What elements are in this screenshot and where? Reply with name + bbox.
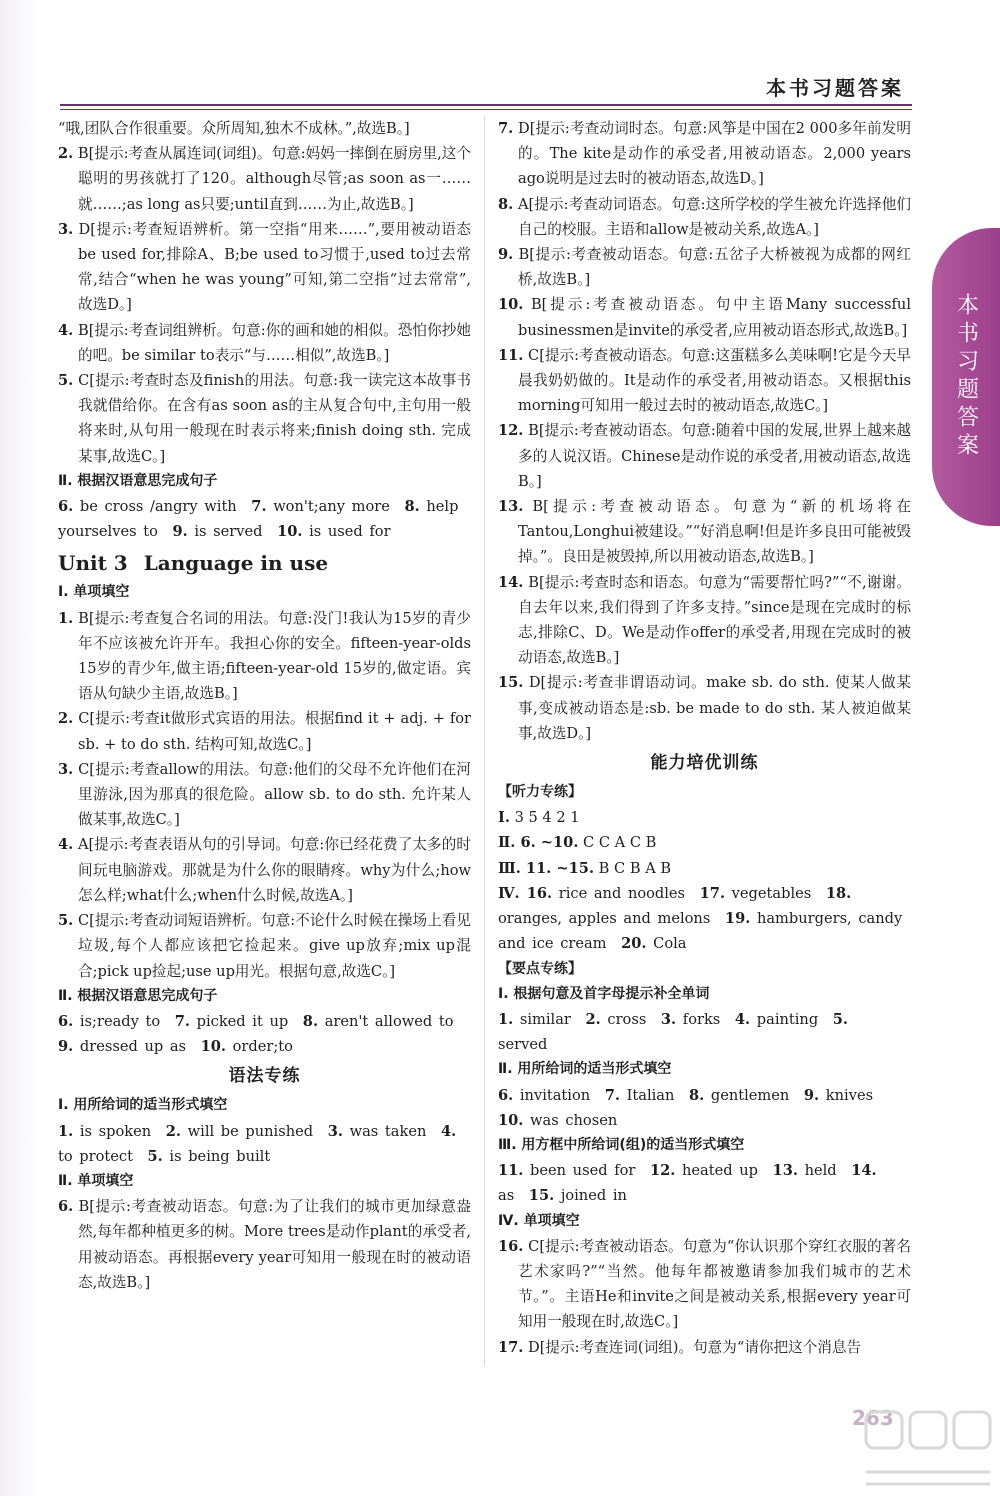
answer-number: 13. xyxy=(498,498,524,516)
answer-number: 12. xyxy=(498,422,524,440)
answer-number: 1. xyxy=(498,1010,514,1028)
answer-text: B[提示:考查词组辨析。句意:你的画和她的相似。恐怕你抄她的吧。be similar to表示“与……相似”,故选B。] xyxy=(77,321,471,364)
answer-item xyxy=(58,832,471,908)
answer-text: dressed up as xyxy=(79,1038,187,1056)
answer-item xyxy=(498,570,911,671)
answer-number: 19. xyxy=(724,910,751,928)
grammar-practice-title: 语法专练 xyxy=(228,1066,301,1087)
answer-text: knives xyxy=(825,1086,874,1104)
answer-number: 2. xyxy=(58,145,74,163)
answer-number: 10. xyxy=(200,1038,226,1056)
answer-list xyxy=(498,1234,911,1360)
header-rule xyxy=(60,104,912,106)
answer-number: 11. xyxy=(498,1162,524,1180)
answer-number: 7. xyxy=(251,498,267,516)
fill-answer xyxy=(498,1011,571,1028)
answer-text: vegetables xyxy=(731,884,812,902)
answer-item xyxy=(498,1234,911,1335)
fill-answer xyxy=(58,1123,151,1140)
section-heading: Ⅱ. 单项填空 xyxy=(58,1172,134,1189)
answer-text: B[提示:考查被动语态。句意为“新的机场将在Tantou,Longhui被建设。”“好消息啊!但是许多良田可能被毁掉。”。良田是被毁掉,所以用被动语态,故选B。] xyxy=(518,498,911,566)
answer-text: painting xyxy=(756,1010,819,1028)
fill-answer xyxy=(58,1038,186,1055)
answer-text: A[提示:考查动词语态。句意:这所学校的学生被允许选择他们自己的校服。主语和allow是被动关系,故选A。] xyxy=(517,195,911,238)
answer-item xyxy=(498,242,911,292)
answer-text: invitation xyxy=(519,1086,591,1104)
key-points-heading: 【要点专练】 xyxy=(498,960,582,977)
answer-text: is served xyxy=(194,523,263,541)
answer-text: D[提示:考查动词时态。句意:风筝是中国在2 000多年前发明的。The kite是动作的承受者,用被动语态。2,000 years ago说明是过去时的被动语态,故选D。] xyxy=(518,120,912,188)
listening-line xyxy=(498,805,911,830)
answer-text: held xyxy=(804,1162,837,1180)
side-tab-label: 本书习题答案 xyxy=(953,293,979,461)
side-tab xyxy=(932,228,1000,526)
fill-answer xyxy=(689,1087,789,1104)
answer-item xyxy=(498,670,911,746)
answer-text: D[提示:考查短语辨析。第一空指“用来……”,要用被动语态be used for,排除A、B;be used to习惯于,used to过去常常,结合“when he was young”可知,第二空指“过去常常”,故选D。] xyxy=(78,220,472,314)
answer-text: been used for xyxy=(530,1162,636,1180)
answer-number: 4. xyxy=(734,1010,751,1028)
answer-item xyxy=(58,1194,471,1295)
answer-number: 17. xyxy=(498,1338,524,1356)
fill-answer xyxy=(650,1162,758,1179)
answer-text: similar xyxy=(519,1010,571,1028)
answer-number: Ⅱ. 6. ~10. xyxy=(498,834,579,852)
answer-text: C[提示:考查被动语态。句意:这蛋糕多么美味啊!它是今天早晨我奶奶做的。It是动作的承受者,用被动语态。又根据this morning可知用一般过去时的被动语态,故选C。] xyxy=(518,346,912,415)
answer-text: C[提示:考查动词短语辨析。句意:不论什么时候在操场上看见垃圾,每个人都应该把它捡起来。give up放弃;mix up混合;pick up捡起;use up用光。根据句意,故选C。] xyxy=(77,912,471,980)
answer-text: is;ready to xyxy=(79,1012,161,1030)
answer-text: 3 5 4 2 1 xyxy=(514,809,580,827)
answer-text: B[提示:考查被动语态。句中主语Many successful businessmen是invite的承受者,应用被动语态形式,故选B。] xyxy=(518,296,911,339)
fill-in-answers xyxy=(498,1007,911,1057)
answer-text: B[提示:考查从属连词(词组)。句意:妈妈一摔倒在厨房里,这个聪明的男孩就打了120。although尽管;as soon as一……就……;as long as只要;until直到……为止,故选B。] xyxy=(77,145,472,213)
answer-text: B[提示:考查时态和语态。句意为“需要帮忙吗?”“不,谢谢。自去年以来,我们得到了许多支持。”since是现在完成时的标志,排除C、D。We是动作offer的承受者,用现在完成时的被动语态,故选B。] xyxy=(518,573,912,667)
answer-text: A[提示:考查表语从句的引导词。句意:你已经花费了太多的时间玩电脑游戏。那就是为什么你的眼睛疼。why为什么;how怎么样;what什么;when什么时候,故选A。] xyxy=(77,836,471,904)
answer-text: B[提示:考查被动语态。句意:随着中国的发展,世界上越来越多的人说汉语。Chinese是动作说的承受者,用被动语态,故选B。] xyxy=(518,422,911,490)
running-header-title: 本书习题答案 xyxy=(766,76,904,100)
answer-number: 5. xyxy=(58,372,74,390)
answer-number: Ⅲ. 11. ~15. xyxy=(498,859,595,877)
answer-number: 2. xyxy=(165,1122,182,1140)
answer-number: 3. xyxy=(58,220,74,238)
answer-item xyxy=(58,606,471,707)
fill-answer xyxy=(661,1011,720,1028)
answer-number: Ⅳ. 16. xyxy=(498,884,553,902)
fill-answer xyxy=(498,885,685,902)
answer-number: 15. xyxy=(498,674,524,692)
answer-text: oranges, apples and melons xyxy=(498,910,711,928)
section-heading: Ⅱ. 用所给词的适当形式填空 xyxy=(498,1061,672,1078)
answer-text: Italian xyxy=(626,1086,675,1104)
answer-text: B[提示:考查被动语态。句意:五岔子大桥被视为成都的网红桥,故选B。] xyxy=(518,246,911,289)
answer-number: 17. xyxy=(699,884,726,902)
answer-number: 7. xyxy=(174,1012,190,1030)
fill-in-answers xyxy=(498,1158,911,1208)
answer-number: 9. xyxy=(803,1086,820,1104)
right-column xyxy=(498,116,911,1360)
answer-text: D[提示:考查非谓语动词。make sb. do sth. 使某人做某事,变成被动语态是:sb. be made to do sth. 某人被迫做某事,故选D。] xyxy=(518,674,911,742)
fill-answer xyxy=(166,1123,313,1140)
section-heading: Ⅱ. 根据汉语意思完成句子 xyxy=(58,472,218,489)
answer-number: 1. xyxy=(58,609,74,627)
answer-number: 3. xyxy=(327,1122,343,1140)
answer-text: C[提示:考查被动语态。句意为“你认识那个穿红衣服的著名艺术家吗?”“当然。他每年都被邀请参加我们城市的艺术节。”。主语He和invite之间是被动关系,根据every year可知用一般现在时,故选C。] xyxy=(518,1237,912,1331)
fill-answer xyxy=(172,523,262,540)
answer-item xyxy=(58,217,471,318)
fill-answer xyxy=(148,1148,271,1165)
answer-text: won't;any more xyxy=(273,498,390,516)
answer-number: Ⅰ. xyxy=(498,809,510,827)
answer-item xyxy=(58,318,471,368)
answer-text: is being built xyxy=(169,1147,271,1165)
answer-number: 10. xyxy=(498,296,524,314)
ability-training-title: 能力培优训练 xyxy=(650,753,759,774)
answer-text: hamburgers, candy and ice cream xyxy=(498,910,903,953)
watermark-logo xyxy=(852,1400,1000,1496)
fill-answer xyxy=(58,498,237,515)
answer-number: 8. xyxy=(302,1012,319,1030)
fill-in-answers xyxy=(498,1083,911,1133)
fill-in-answers xyxy=(58,494,471,544)
fill-answer xyxy=(605,1087,675,1104)
fill-answer xyxy=(700,885,812,902)
fill-answer xyxy=(621,935,686,952)
answer-item xyxy=(498,494,911,570)
section-heading: Ⅰ. 根据句意及首字母提示补全单词 xyxy=(498,985,710,1002)
answer-number: 14. xyxy=(851,1162,877,1180)
answer-number: 2. xyxy=(58,710,74,728)
answer-number: 5. xyxy=(58,912,74,930)
answer-number: 9. xyxy=(498,246,514,264)
answer-number: 4. xyxy=(58,321,74,339)
answer-text: gentlemen xyxy=(710,1086,790,1104)
answer-text: served xyxy=(498,1036,548,1054)
answer-text: B[提示:考查复合名词的用法。句意:没门!我认为15岁的青少年不应该被允许开车。我担心你的安全。fifteen-year-olds 15岁的青少年,做主语;fifteen-year-old 15岁的,做定语。宾语从句缺少主语,故选B。] xyxy=(78,609,471,703)
answer-list xyxy=(58,141,471,469)
section-heading: Ⅲ. 用方框中所给词(组)的适当形式填空 xyxy=(498,1136,745,1153)
fill-answer xyxy=(201,1038,293,1055)
answer-text: picked it up xyxy=(196,1012,289,1030)
fill-answer xyxy=(773,1162,837,1179)
answer-number: 2. xyxy=(585,1010,601,1028)
answer-item xyxy=(58,141,471,217)
fill-in-answers xyxy=(58,1009,471,1059)
fill-in-answers xyxy=(58,1119,471,1169)
answer-number: 6. xyxy=(58,1198,74,1216)
answer-number: 8. xyxy=(404,498,420,516)
answer-item xyxy=(58,757,471,833)
listening-answers xyxy=(498,805,911,881)
fill-answer xyxy=(58,1013,160,1030)
answer-number: 9. xyxy=(172,523,188,541)
answer-list xyxy=(498,116,911,746)
answer-number: 3. xyxy=(660,1010,677,1028)
answer-item xyxy=(58,706,471,756)
answer-number: 7. xyxy=(498,120,514,137)
answer-number: 9. xyxy=(58,1038,74,1056)
answer-text: B[提示:考查被动语态。句意:为了让我们的城市更加绿意盎然,每年都种植更多的树。More trees是动作plant的承受者,用被动语态。再根据every year可知用一般现在时的被动语态,故选B。] xyxy=(78,1198,471,1291)
answer-number: 13. xyxy=(772,1162,798,1180)
answer-text: C[提示:考查it做形式宾语的用法。根据find it + adj. + for sb. + to do sth. 结构可知,故选C。] xyxy=(78,710,472,753)
answer-number: 6. xyxy=(498,1086,514,1104)
fill-answer xyxy=(498,1087,590,1104)
answer-number: 11. xyxy=(498,346,524,364)
answer-number: 4. xyxy=(58,836,74,854)
answer-number: 1. xyxy=(58,1122,74,1140)
answer-text: was chosen xyxy=(530,1111,618,1129)
answer-number: 14. xyxy=(498,573,524,591)
left-column xyxy=(58,116,471,1295)
answer-text: was taken xyxy=(349,1122,427,1140)
answer-text: Cola xyxy=(653,935,687,953)
answer-text: joined in xyxy=(560,1187,627,1205)
answer-number: 10. xyxy=(498,1111,524,1129)
answer-text: cross xyxy=(607,1010,647,1028)
answer-text: C[提示:考查allow的用法。句意:他们的父母不允许他们在河里游泳,因为那真的很危险。allow sb. to do sth. 允许某人做某事,故选C。] xyxy=(78,760,471,829)
section-heading: Ⅳ. 单项填空 xyxy=(498,1212,580,1229)
answer-text: forks xyxy=(682,1010,721,1028)
answer-list xyxy=(58,1194,471,1295)
answer-item xyxy=(498,192,911,242)
unit-label: Unit 3 xyxy=(58,551,128,576)
answer-text: C C A C B xyxy=(583,834,657,852)
answer-text: B C B A B xyxy=(598,859,672,877)
answer-number: 7. xyxy=(604,1086,620,1104)
answer-item xyxy=(58,368,471,469)
answer-text: will be punished xyxy=(187,1122,314,1140)
answer-text: heated up xyxy=(681,1162,758,1180)
continued-answer: “哦,团队合作很重要。众所周知,独木不成林。”,故选B。] xyxy=(58,120,410,137)
listening-heading: 【听力专练】 xyxy=(498,784,582,801)
answer-number: 16. xyxy=(498,1237,524,1255)
answer-number: 3. xyxy=(58,760,74,778)
answer-number: 6. xyxy=(58,498,74,516)
answer-number: 8. xyxy=(689,1086,705,1104)
fill-answer xyxy=(804,1087,873,1104)
fill-answer xyxy=(303,1013,454,1030)
answer-text: as xyxy=(498,1187,515,1205)
fill-answer xyxy=(498,1162,635,1179)
answer-number: 18. xyxy=(825,884,852,902)
fill-answer xyxy=(277,523,391,540)
answer-list xyxy=(58,606,471,984)
answer-number: 20. xyxy=(621,935,647,953)
fill-answer xyxy=(498,1112,617,1129)
answer-text: is spoken xyxy=(79,1122,152,1140)
fill-answer xyxy=(529,1187,627,1204)
answer-number: 6. xyxy=(58,1012,74,1030)
answer-number: 12. xyxy=(649,1162,676,1180)
answer-text: order;to xyxy=(232,1038,293,1056)
fill-answer xyxy=(735,1011,818,1028)
answer-item xyxy=(498,116,911,192)
answer-item xyxy=(498,1335,911,1360)
answer-item xyxy=(58,908,471,984)
answer-text: is used for xyxy=(309,523,391,541)
fill-answer xyxy=(586,1011,647,1028)
answer-number: 10. xyxy=(277,523,303,541)
answer-text: rice and noodles xyxy=(558,884,686,902)
answer-number: 5. xyxy=(147,1147,163,1165)
listening-iv-answers xyxy=(498,881,911,957)
listening-line xyxy=(498,830,911,855)
fill-answer xyxy=(328,1123,427,1140)
section-heading: Ⅰ. 单项填空 xyxy=(58,584,130,601)
fill-answer xyxy=(251,498,390,515)
answer-text: help yourselves to xyxy=(58,498,459,541)
answer-number: 15. xyxy=(528,1187,555,1205)
page-binding-shadow xyxy=(0,0,40,1496)
fill-answer xyxy=(175,1013,288,1030)
page-number: 263 xyxy=(852,1406,894,1430)
column-divider xyxy=(484,116,485,1366)
answer-text: to protect xyxy=(58,1147,133,1165)
unit-title: Language in use xyxy=(143,551,329,576)
answer-text: aren't allowed to xyxy=(324,1012,454,1030)
answer-number: 8. xyxy=(498,195,514,213)
answer-item xyxy=(498,343,911,419)
answer-text: D[提示:考查连词(词组)。句意为“请你把这个消息告 xyxy=(528,1338,862,1356)
listening-line xyxy=(498,856,911,881)
unit-heading xyxy=(58,546,471,580)
answer-text: be cross /angry with xyxy=(79,498,237,516)
section-heading: Ⅱ. 根据汉语意思完成句子 xyxy=(58,987,218,1004)
answer-item xyxy=(498,418,911,494)
answer-number: 5. xyxy=(832,1010,849,1028)
answer-text: C[提示:考查时态及finish的用法。句意:我一读完这本故事书我就借给你。在含有as soon as的主从复合句中,主句用一般将来时,从句用一般现在时表示将来;finish doing sth. 完成某事,故选C。] xyxy=(78,372,472,465)
answer-number: 4. xyxy=(440,1122,457,1140)
answer-item xyxy=(498,292,911,342)
section-heading: Ⅰ. 用所给词的适当形式填空 xyxy=(58,1097,228,1114)
